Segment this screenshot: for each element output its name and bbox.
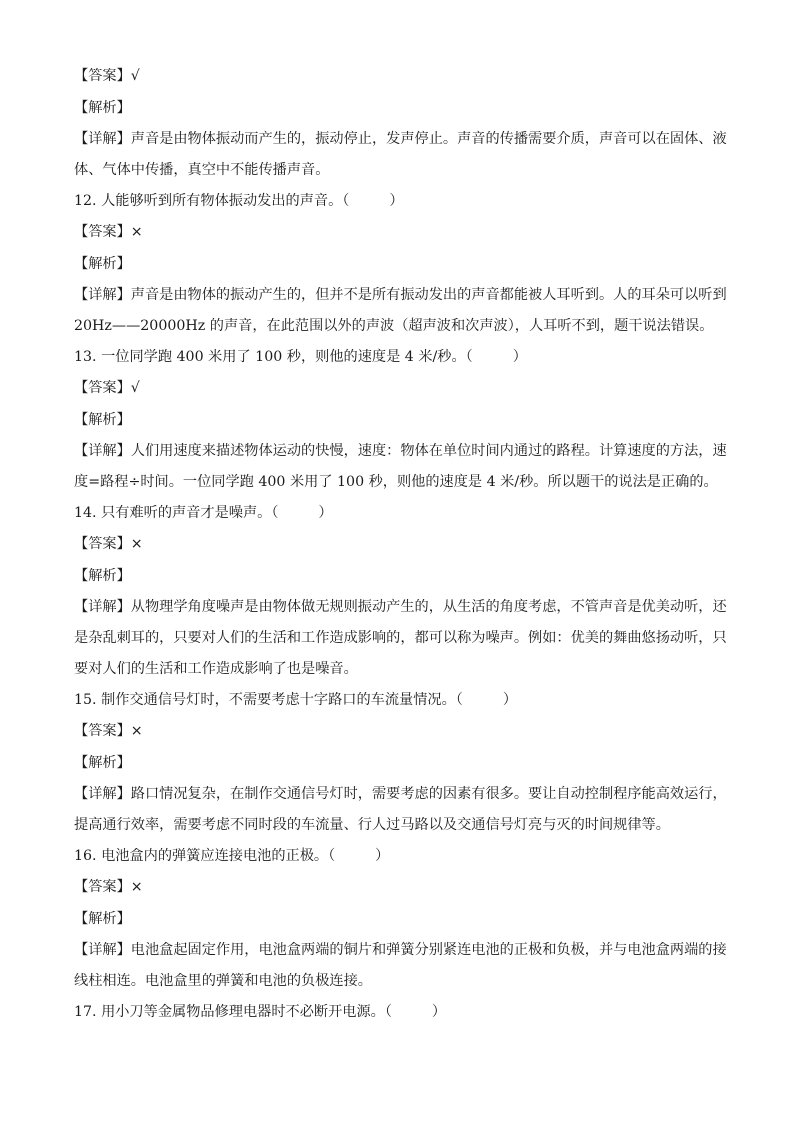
answer-label: 【答案】 xyxy=(74,224,131,240)
detail-text: 是杂乱刺耳的，只要对人们的生活和工作造成影响的，都可以称为噪声。例如：优美的舞曲悠扬动听，只 xyxy=(74,630,727,646)
check-mark: √ xyxy=(130,380,140,396)
answer-label: 【答案】 xyxy=(74,723,131,739)
detail-text: 声音是由物体的振动产生的，但并不是所有振动发出的声音都能被人耳听到。人的耳朵可以听到 xyxy=(130,287,727,303)
detail-text: 电池盒起固定作用，电池盒两端的铜片和弹簧分别紧连电池的正极和负极，并与电池盒两端的接 xyxy=(130,942,727,958)
answer-line xyxy=(74,378,724,398)
check-mark: √ xyxy=(130,68,140,84)
cross-mark: × xyxy=(130,879,143,895)
question-17: 17. 用小刀等金属物品修理电器时不必断开电源。（ ） xyxy=(74,1004,447,1020)
analysis-label: 【解析】 xyxy=(74,412,131,428)
answer-label: 【答案】 xyxy=(74,68,131,84)
detail-text: 从物理学角度噪声是由物体做无规则振动产生的，从生活的角度考虑，不管声音是优美动听，还 xyxy=(130,599,727,615)
answer-label: 【答案】 xyxy=(74,380,131,396)
detail-text: 线柱相连。电池盒里的弹簧和电池的负极连接。 xyxy=(74,973,372,989)
detail-text: 体、气体中传播，真空中不能传播声音。 xyxy=(74,162,330,178)
question-16: 16. 电池盒内的弹簧应连接电池的正极。（ ） xyxy=(74,848,390,864)
answer-line xyxy=(74,222,724,242)
question-13: 13. 一位同学跑 400 米用了 100 秒，则他的速度是 4 米/秒。（ ） xyxy=(74,349,527,365)
detail-line xyxy=(74,597,727,617)
cross-mark: × xyxy=(130,224,143,240)
answer-line xyxy=(74,877,724,897)
answer-label: 【答案】 xyxy=(74,536,131,552)
question-12: 12. 人能够听到所有物体振动发出的声音。（ ） xyxy=(74,193,404,209)
detail-text: 提高通行效率，需要考虑不同时段的车流量、行人过马路以及交通信号灯亮与灭的时间规律等。 xyxy=(74,817,670,833)
answer-line xyxy=(74,534,724,554)
answer-label: 【答案】 xyxy=(74,879,131,895)
answer-line xyxy=(74,66,724,86)
detail-label: 【详解】 xyxy=(74,131,131,147)
detail-label: 【详解】 xyxy=(74,287,131,303)
analysis-label: 【解析】 xyxy=(74,100,131,116)
detail-label: 【详解】 xyxy=(74,599,131,615)
detail-text: 人们用速度来描述物体运动的快慢，速度：物体在单位时间内通过的路程。计算速度的方法，速 xyxy=(130,443,727,459)
cross-mark: × xyxy=(130,536,143,552)
detail-text: 路口情况复杂，在制作交通信号灯时，需要考虑的因素有很多。要让自动控制程序能高效运行， xyxy=(130,786,727,802)
analysis-label: 【解析】 xyxy=(74,568,131,584)
detail-text: 度=路程÷时间。一位同学跑 400 米用了 100 秒，则他的速度是 4 米/秒。所以题干的说法是正确的。 xyxy=(74,474,718,490)
analysis-label: 【解析】 xyxy=(74,256,131,272)
detail-line xyxy=(74,441,727,461)
question-14: 14. 只有难听的声音才是噪声。（ ） xyxy=(74,505,333,521)
detail-line xyxy=(74,285,727,305)
detail-text: 20Hz——20000Hz 的声音，在此范围以外的声波（超声波和次声波），人耳听不到，题干说法错误。 xyxy=(74,318,714,334)
detail-line xyxy=(74,129,727,149)
detail-text: 声音是由物体振动而产生的，振动停止，发声停止。声音的传播需要介质，声音可以在固体、液 xyxy=(130,131,727,147)
cross-mark: × xyxy=(130,723,143,739)
detail-label: 【详解】 xyxy=(74,786,131,802)
detail-line xyxy=(74,784,727,804)
answer-line xyxy=(74,721,724,741)
detail-label: 【详解】 xyxy=(74,942,131,958)
analysis-label: 【解析】 xyxy=(74,911,131,927)
detail-label: 【详解】 xyxy=(74,443,131,459)
question-15: 15. 制作交通信号灯时，不需要考虑十字路口的车流量情况。（ ） xyxy=(74,692,518,708)
detail-text: 要对人们的生活和工作造成影响了也是噪音。 xyxy=(74,661,358,677)
analysis-label: 【解析】 xyxy=(74,755,131,771)
detail-line xyxy=(74,940,727,960)
